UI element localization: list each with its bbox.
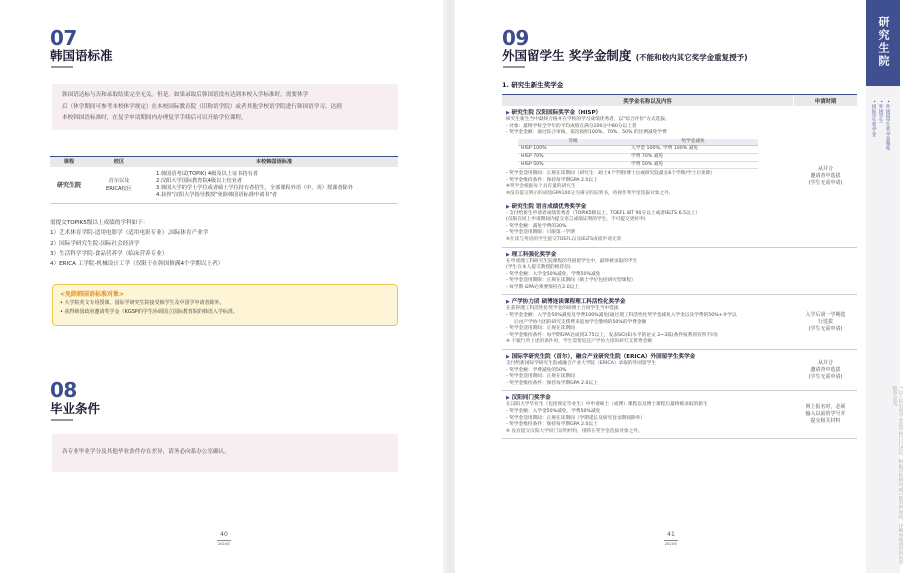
triangle-bullet-icon: ▶ — [506, 354, 512, 361]
detail-line: 在申请理工科研究生院课程的外国留学生中，最终被录取的学生 — [506, 258, 638, 264]
hisp-col-reduction: 奖学金减免 — [628, 139, 758, 146]
scholarship-name: ▶ 汉阳同门奖学金 — [506, 395, 551, 402]
section-09-title-text: 外国留学生 奖学金制度 — [502, 48, 632, 63]
triangle-bullet-icon: ▶ — [506, 251, 512, 258]
campus-cell — [88, 167, 150, 204]
application-period: 从并合 邀请查中选拔 (学生无需申请) — [808, 359, 843, 380]
detail-line: - 奖学金适用期限：只限第一学期 — [506, 230, 575, 236]
sidebar-note: • 以上所有奖学金由学校自行决定，根据学校情况或可能有所变动。详细事项请咨询各学院办公室。 — [892, 386, 903, 565]
notice-line: 后（休学期间可参考本校休学规定）在本校国际教育院（旧称语学院）或者其他学校语学院进行韩国语学习。达到 — [62, 103, 342, 110]
table-row — [518, 161, 758, 169]
detail-line: - 奖学金适用期间：正规在读期间（研究生：硕士4个学期/博士后或研究院最长6个学期/学士后免除） — [506, 171, 716, 177]
col-header-course: 课程 — [50, 157, 88, 167]
scholarship-row-alumni — [502, 391, 857, 439]
scholarship-name: ▶ 理工科强化奖学金 — [506, 251, 557, 258]
triangle-bullet-icon: ▶ — [506, 299, 512, 306]
scholarship-name: ▶ 研究生院 汉阳国际奖学金（HISP） — [506, 110, 602, 116]
table-row — [518, 146, 758, 154]
campus-line: ERICA校区 — [106, 185, 132, 192]
scholarship-name: ▶ 产学协力团 硕博连读课程理工科活性化奖学金 — [506, 299, 626, 306]
detail-line: - 对象：最终学校全学年的平均成绩在满分100分中80分以上者 — [506, 123, 637, 129]
criteria-item: 1.韩国语考试(TOPIK) 4级及以上证书持有者 — [156, 170, 258, 177]
title-underline — [503, 66, 525, 68]
triangle-bullet-icon: ▶ — [506, 203, 512, 210]
list-item: 3）生活科学学院-食品营养学（临床营养专业） — [50, 250, 168, 257]
hisp-grade-table — [518, 139, 758, 169]
hisp-grade: HISP 70% — [518, 153, 628, 161]
chapter-tab-title: 研究生院 — [877, 16, 890, 68]
application-period — [794, 248, 857, 295]
exemption-item: • 大学院英文专用授课、国际学研究生院接受韩学生及中国学申请者除外。 — [60, 300, 225, 306]
scholarship-content — [502, 350, 794, 390]
detail-note: ※ 没有提交汉阳大学同门证明材料，排除在奖学金选拔对象之外。 — [506, 428, 643, 434]
detail-line: - 支付给新生申请者成绩优秀者（TOPIK5级以上、TOEFL iBT 90分以上或者IELTS 6.5以上） — [506, 210, 701, 216]
detail-line: - 奖学金金额：通过综合审核，依次按照100%、70%、50% 的比例减免学费 — [506, 130, 667, 136]
scholarship-row-international — [502, 350, 857, 391]
detail-note: ※在读与英语的学生提交TOEFL以及IELTS成绩申请无效 — [506, 236, 622, 242]
detail-line: - 奖学金适用期限：正规在读期间（硕士学位包括研究型课程） — [506, 278, 636, 284]
section-08-number: 08 — [50, 378, 77, 402]
detail-line: 支付给新国际学研究生院或融合产业大学院（ERICA）录取的外国留学生 — [506, 361, 657, 367]
col-header-criteria: 本校韩国语标准 — [150, 157, 398, 167]
detail-line: - 奖学金维持条件：保持每学期GPA 2.0以上 — [506, 380, 598, 386]
list-item: 4）ERICA 工学院-机械设计工学（仅限于在韩国修满4个学期以上者） — [50, 261, 224, 268]
detail-line: - 奖学金适用期间：正规在读期间 — [506, 374, 575, 380]
section-09-title — [502, 46, 748, 64]
criteria-item: 2.汉阳大学国际教育院4级以上结业者 — [156, 177, 243, 184]
hisp-reduction: 学费 50% 减免 — [628, 161, 758, 169]
detail-line: (仅限在同上申请期间内提交语言成绩证明的学生，不可提交更好申) — [506, 217, 646, 223]
detail-line: 在获得理工科活性化奖学金的硕博士合同学生当中选拔 — [506, 306, 619, 312]
application-period: 从并合 邀请查中选拔 (学生无需申请) — [808, 165, 843, 186]
hisp-grade: HISP 100% — [518, 146, 628, 154]
table-header — [502, 95, 857, 106]
page-number: 40 — [220, 531, 228, 538]
detail-line: 在汉阳大学毕业生（包括预定毕业生）中申请硕士（或博）课程以及博士课程后最终被录取的新生 — [506, 402, 708, 408]
criteria-cell — [150, 167, 398, 204]
page-number-sub: 2024年 — [664, 542, 678, 546]
page-number-right — [651, 531, 691, 547]
scholarship-content — [502, 391, 794, 438]
page-number-rule — [217, 540, 231, 541]
detail-line: - 奖学金维持条件：保持每学期GPA 2.0以上 — [506, 177, 598, 183]
detail-line: - 每学期 GPA必须要保持在2.0以上 — [506, 284, 580, 290]
detail-note: ※ 不履行所上述的条件时，学生需要返还产学协力团的研究支援费金额 — [506, 339, 653, 345]
criteria-item: 4.获得"汉阳大学指导教授"免除韩国语标准申请书"者 — [156, 191, 278, 198]
scholarship-row-industry — [502, 295, 857, 350]
list-item: 1）艺术体育学院-适用电影学（适用电影专业）,国际体育产业学 — [50, 230, 209, 237]
hisp-reduction: 入学金 100%, 学费 100% 减免 — [628, 146, 758, 154]
chapter-tab[interactable] — [866, 0, 900, 86]
detail-line: - 奖学金维持条件：保持每学期GPA 2.0以上 — [506, 422, 598, 428]
detail-note: ※奖学金根据每个具有量的研究生 — [506, 184, 576, 190]
topik5-list — [50, 218, 223, 269]
detail-line: - 奖学金适用期间：正规在读期间（学期延长及研究登录期间除外） — [506, 415, 646, 421]
graduation-notice — [52, 434, 398, 472]
triangle-bullet-icon: ▶ — [506, 395, 512, 402]
notice-line: 韩国语达标与否和录取结果完全无关。但是，如果录取后韩国语没有达到本校入学标准时，需要休学 — [62, 92, 309, 98]
table-row — [518, 153, 758, 161]
section-09-title-note: (不能和校内其它奖学金重复授予) — [635, 53, 748, 62]
hisp-grade: HISP 50% — [518, 161, 628, 169]
detail-line: - 奖学金金额：入学金50%减免及学费100%减免[通过理工科活性化奖学金减免入学金以及学费的50%+并学以 — [506, 313, 737, 319]
detail-line: 研究生新生当中最终合格并在学校的学习成绩优秀者，以"综合评价"方式选拔。 — [506, 117, 670, 122]
hisp-reduction: 学费 70% 减免 — [628, 153, 758, 161]
sidebar-link[interactable]: • 国际学生奖学金 — [871, 100, 876, 137]
exemption-item: • 获得韩国政府邀请奖学金（KGSP的学生协调国立国际教育院的韩语入学标准。 — [60, 309, 238, 315]
scholarship-content — [502, 248, 794, 295]
course-cell: 研究生院 — [50, 167, 88, 204]
detail-line: - 奖学金额：学费减免的50% — [506, 367, 567, 373]
sidebar-link[interactable]: • 外国学生 — [878, 100, 883, 123]
detail-line: - 奖学金额：入学金50%减免、学费50%减免 — [506, 271, 601, 277]
col-header-period: 申请时期 — [814, 98, 837, 105]
scholarship-table — [502, 94, 857, 439]
hisp-col-grade: 等级 — [518, 139, 628, 146]
sidebar-link[interactable]: • 外国留学生奖学金制度 — [885, 100, 890, 151]
table-row — [50, 167, 398, 204]
left-page — [0, 0, 445, 573]
application-period: 网上报名时，必须 输入以前的学号并 提交相关材料 — [805, 404, 846, 425]
title-underline — [51, 419, 73, 421]
page-number-left — [204, 531, 244, 547]
korean-standard-notice — [52, 84, 398, 130]
criteria-item: 3.韩国大学的学士学位或者硕士学位持有者招生，全部课程外语（中、英）授课者除外 — [156, 184, 353, 191]
graduation-text: 各专业毕业学分及其他毕业条件存在差异，请务必向系办公室确认。 — [62, 449, 230, 455]
scholarship-name: ▶ 研究生院 语言成绩优秀奖学金 — [506, 203, 587, 210]
col-header-name: 奖学金名称以及内容 — [502, 95, 794, 106]
notice-line: 本校韩国语标准时，在复学申请期间内办理复学手续后可以开始学位课程。 — [62, 115, 247, 121]
detail-line: - 奖学金额：减免学费的30% — [506, 223, 567, 229]
korean-standard-table — [50, 156, 398, 204]
section-08-title: 毕业条件 — [50, 401, 101, 416]
title-underline — [51, 66, 73, 68]
detail-line: - 奖学金维持条件：每学期GPA达成到3.75以上，发表SCI(E)水平的论文 2~3篇(条件按系别有所不同) — [506, 332, 718, 338]
page-number-sub: 2024年 — [217, 542, 231, 546]
scholarship-content — [502, 106, 794, 247]
section-07-title: 韩国语标准 — [50, 48, 113, 63]
scholarship-name: ▶ 国际学研究生院（首尔），融合产业研究生院（ERICA）外国留学生奖学金 — [506, 354, 696, 361]
page-number-rule — [664, 540, 678, 541]
triangle-bullet-icon: ▶ — [506, 110, 512, 116]
col-header-campus: 校区 — [88, 157, 150, 167]
detail-line: - 奖学金额：入学金50%减免、学费50%减免 — [506, 409, 601, 414]
detail-line: - 奖学金适用期间：正规在读期间 — [506, 326, 575, 332]
detail-note: ※没有提交明示的成绩GPA100分为满分的证明书，将视作奖学金选拔对象之外。 — [506, 190, 674, 196]
chapter-sidebar — [866, 86, 903, 573]
section-07-number: 07 — [50, 26, 77, 50]
scholarship-row-hisp — [502, 106, 857, 248]
subsection-heading: 1. 研究生新生奖学金 — [502, 81, 564, 89]
exemption-box — [52, 284, 398, 326]
exemption-title: <免除韩国语标准对象> — [60, 291, 125, 298]
campus-line: 首尔以及 — [108, 177, 130, 184]
application-period: 入学后第一学期选 行选拔 (学生无需申请) — [805, 311, 846, 332]
list-item: 2）国际学研究生院-国际社会经济学 — [50, 240, 140, 247]
detail-line: (学生在本人提交教授的推荐信) — [506, 265, 571, 271]
detail-line: 后由产学协力团的研究支援费来追加学生缴纳的50%的学费金额 — [514, 319, 647, 325]
list-title: 需提交TOPIK5级以上成绩的学科如下： — [50, 220, 149, 226]
section-09-number: 09 — [502, 26, 529, 50]
scholarship-content — [502, 295, 794, 349]
scholarship-row-science — [502, 248, 857, 296]
page-number: 41 — [667, 531, 675, 538]
